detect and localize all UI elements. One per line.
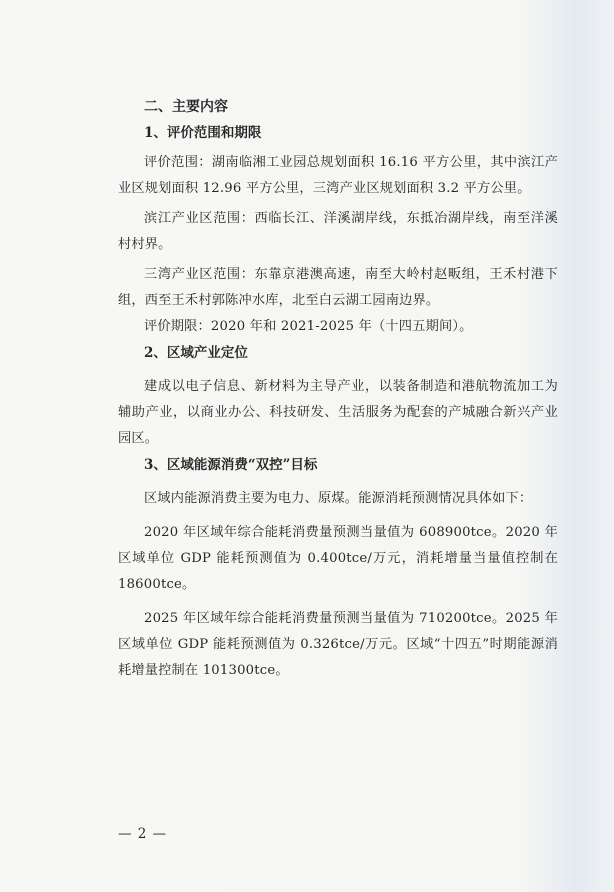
paragraph-2025-target: 2025 年区域年综合能耗消费量预测当量值为 710200tce。2025 年区域单位 GDP 能耗预测值为 0.326tce/万元。区域“十四五”时期能源消耗增量控制在 101300tce。 — [118, 611, 558, 678]
subsection-heading-3: 3、区域能源消费“双控”目标 — [144, 457, 318, 473]
document-body — [118, 94, 558, 684]
section-title: 二、主要内容 — [144, 99, 228, 115]
paragraph-2020-target: 2020 年区域年综合能耗消费量预测当量值为 608900tce。2020 年区域单位 GDP 能耗预测值为 0.400tce/万元，消耗增量当量值控制在 18600tce。 — [118, 525, 558, 592]
subsection-heading-2: 2、区域产业定位 — [144, 345, 248, 361]
page-number: — 2 — — [118, 826, 168, 842]
paragraph-energy-intro: 区域内能源消费主要为电力、原煤。能源消耗预测情况具体如下： — [144, 491, 533, 506]
paragraph-scope: 评价范围：湖南临湘工业园总规划面积 16.16 平方公里，其中滨江产业区规划面积 12.96 平方公里，三湾产业区规划面积 3.2 平方公里。 — [118, 155, 558, 196]
paragraph-industry-positioning: 建成以电子信息、新材料为主导产业，以装备制造和港航物流加工为辅助产业，以商业办公、科技研发、生活服务为配套的产城融合新兴产业园区。 — [118, 379, 558, 446]
paragraph-binjiang-range: 滨江产业区范围：西临长江、洋溪湖岸线，东抵冶湖岸线，南至洋溪村村界。 — [118, 211, 558, 252]
paragraph-period: 评价期限：2020 年和 2021-2025 年（十四五期间）。 — [144, 319, 473, 334]
subsection-heading-1: 1、评价范围和期限 — [144, 125, 262, 141]
paragraph-sanwan-range: 三湾产业区范围：东靠京港澳高速，南至大岭村赵畈组，王禾村港下组，西至王禾村郭陈冲水库，北至白云湖工园南边界。 — [118, 267, 558, 308]
